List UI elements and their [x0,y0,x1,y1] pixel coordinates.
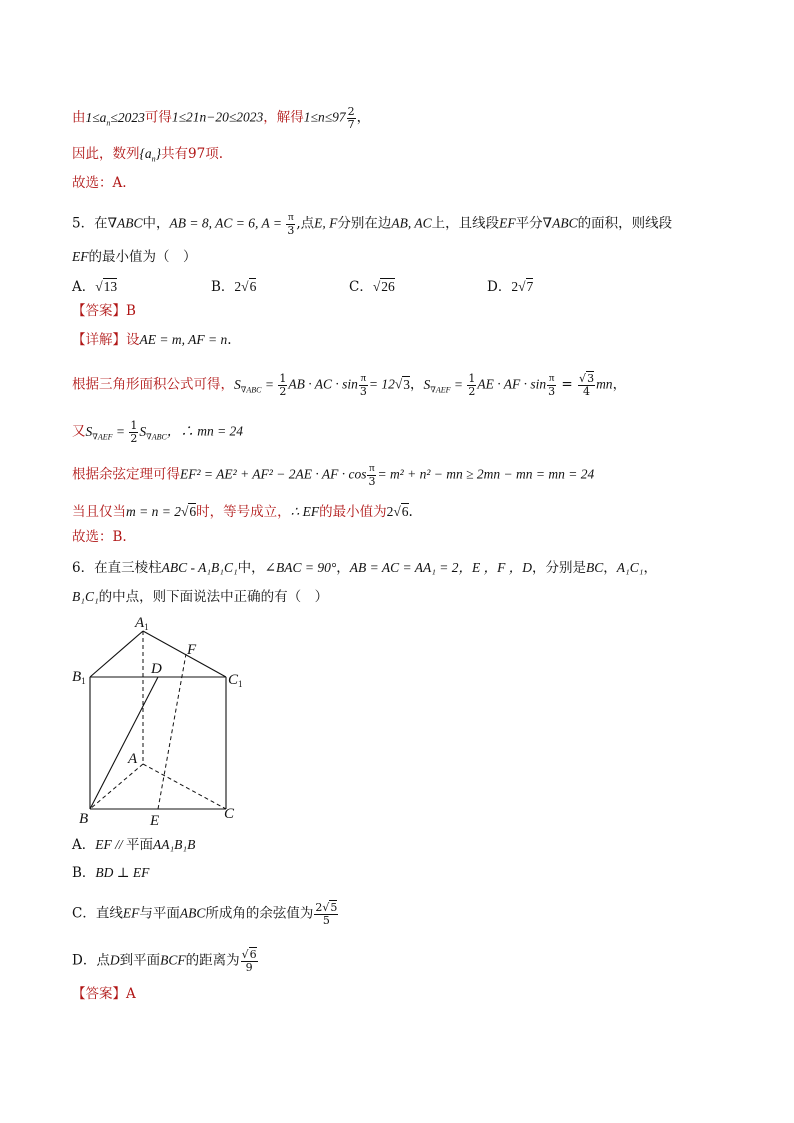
label-e: E [150,813,160,827]
math-inequality: $1\le a_n\le 2023$ [85,109,145,128]
fraction-pi-over-3: $\frac{\pi}{3}$ [287,211,295,237]
q5-cosine-law: 根据余弦定理可得EF² = AE² + AF² − 2AE · AF · cos $\frac{\pi}{3}$ = m² + n² − mn ≥ 2mn − mn = mn = 24 [72,462,595,488]
q5-area-relation: 又$S_{\nabla AEF}$ = $\frac{1}{2}$ $S_{\nabla ABC}$，∴ mn = 24 [72,419,244,445]
q5-answer: 【答案】B [72,303,136,319]
edge-ac [143,764,226,809]
fraction: $\frac{2}{7}$ [347,105,355,131]
question-6-stem: 6．在直三棱柱ABC - A₁B₁C₁中，∠BAC = 90°，AB = AC = AA₁ = 2，E ，F ，D，分别是BC，A₁C₁， [72,560,657,576]
label-b1: $B_1$ [72,669,86,686]
fraction-root6-over-9: $\frac{√6}{9}$ [241,948,257,974]
q6-answer: 【答案】A [72,986,136,1002]
choice-line: 故选：A. [72,175,127,191]
math-inequality: 1≤21n−20≤2023 [171,109,264,125]
text: 共有97项. [161,146,224,162]
q5-detail: 【详解】设AE = m, AF = n. [72,332,232,348]
sequence-notation: $\{a_n\}$ [139,146,162,164]
q5-option-b: B．2√6 [211,279,257,295]
label-c1: $C_1$ [228,672,243,689]
solution-line-1: 由$1\le a_n\le 2023$可得1≤21n−20≤2023，解得1≤n≤97 $\frac{2}{7}$ ， [72,105,371,131]
q5-option-a: A．√13 [72,279,118,295]
question-6-stem-2: B₁C₁的中点，则下面说法中正确的有（ ） [72,589,329,605]
label-f: F [187,642,197,658]
text: 可得 [144,109,172,126]
q6-option-b: B．BD ⊥ EF [72,865,150,881]
q5-choice: 故选：B. [72,529,127,545]
text: 由 [72,109,86,126]
edge-a1b1 [90,631,143,677]
prism-figure [66,612,266,827]
label-d: D [151,661,162,677]
q5-equality-case: 当且仅当m = n = 2√6时，等号成立，∴ EF的最小值为2√6. [72,504,413,520]
label-a1: $A_1$ [135,615,149,632]
q6-option-c: C．直线EF与平面ABC所成角的余弦值为 $\frac{2√5}{5}$ [72,901,338,927]
label-c: C [224,806,235,822]
math-inequality: 1≤n≤97 [303,109,346,125]
fraction-2root5-over-5: $\frac{2√5}{5}$ [315,901,338,927]
label-b: B [79,811,89,827]
q5-area-formula: 根据三角形面积公式可得，$S_{\nabla ABC}$ = $\frac{1}{2}$ AB · AC · sin $\frac{\pi}{3}$ = 12√3，$S_{\nabla AEF}$ = $\frac{1}{2}$ AE · AF · sin $\frac{\pi}{3}$ = $\frac{√3}{4}$ mn， [72,372,627,398]
segment-bd [90,677,158,809]
label-a: A [128,751,138,767]
q6-option-d: D．点D到平面BCF的距离为 $\frac{√6}{9}$ [72,948,257,974]
solution-line-2 [72,147,223,164]
q5-option-c: C．√26 [349,279,395,295]
edge-ab [90,764,143,809]
text: ，解得 [263,109,304,126]
question-5-stem-2: EF的最小值为（ ） [72,249,197,265]
question-5-stem: 5．在∇ABC中，AB = 8, AC = 6, A = $\frac{\pi}{3}$ ,点E, F分别在边AB, AC上，且线段EF平分∇ABC的面积，则线段 [72,211,673,237]
q5-option-d: D．2√7 [487,279,534,295]
q6-option-a: A．EF // 平面AA₁B₁B [72,837,196,853]
text: 因此，数列 [72,146,140,162]
